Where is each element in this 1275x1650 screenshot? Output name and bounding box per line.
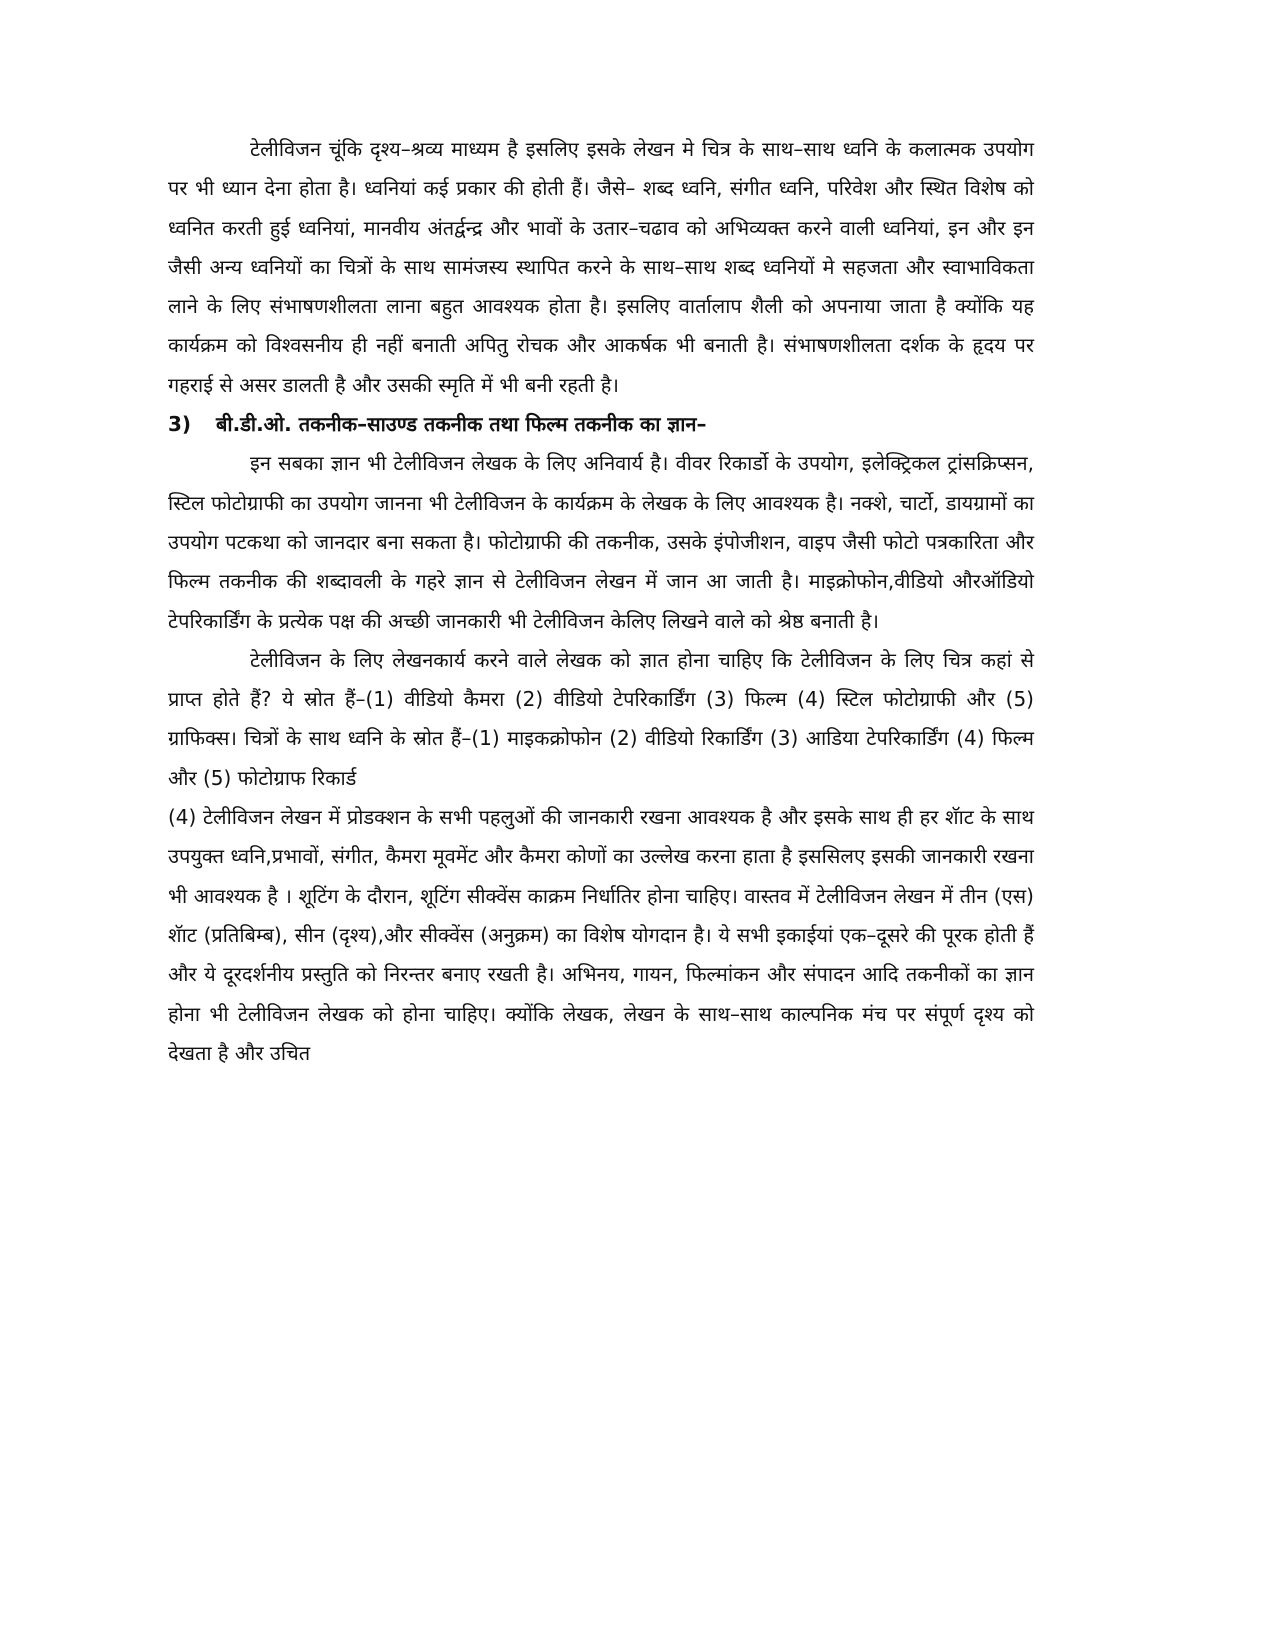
- paragraph-production-knowledge: (4) टेलीविजन लेखन में प्रोडक्शन के सभी पहलुओं की जानकारी रखना आवश्यक है और इसके साथ ही हर शॅाट के साथ उपयुक्त ध्वनि,प्रभावों, संगीत, कैमरा मूवमेंट और कैमरा कोणों का उल्लेख करना हाता है इससिलए इसकी जानकारी रखना भी आवश्यक है । शूटिंग के दौरान, शूटिंग सीक्वेंस काक्रम निर्धातिर होना चाहिए। वास्तव में टेलीविजन लेखन में तीन (एस) शॅाट (प्रतिबिम्ब), सीन (दृश्य),और सीक्वेंस (अनुक्रम) का विशेष योगदान है। ये सभी इकाईयां एक–दूसरे की पूरक होती हैं और ये दूरदर्शनीय प्रस्तुति को निरन्तर बनाए रखती है। अभिनय, गायन, फिल्मांकन और संपादन आदि तकनीकों का ज्ञान होना भी टेलीविजन लेखक को होना चाहिए। क्योंकि लेखक, लेखन के साथ–साथ काल्पनिक मंच पर संपूर्ण दृश्य को देखता है और उचित: [168, 805, 1034, 1065]
- paragraph-image-sources: टेलीविजन के लिए लेखनकार्य करने वाले लेखक को ज्ञात होना चाहिए कि टेलीविजन के लिए चित्र कहां से प्राप्त होते हैं? ये स्रोत हैं–(1) वीडियो कैमरा (2) वीडियो टेपरिकार्डिंग (3) फिल्म (4) स्टिल फोटोग्राफी और (5) ग्राफिक्स। चित्रों के साथ ध्वनि के स्रोत हैं–(1) माइकक्रोफोन (2) वीडियो रिकार्डिंग (3) आडिया टेपरिकार्डिंग (4) फिल्म और (5) फोटोग्राफ रिकार्ड: [168, 647, 1034, 790]
- paragraph-sound-in-tv-writing: टेलीविजन चूंकि दृश्य–श्रव्य माध्यम है इसलिए इसके लेखन मे चित्र के साथ–साथ ध्वनि के कलात्मक उपयोग पर भी ध्यान देना होता है। ध्वनियां कई प्रकार की होती हैं। जैसे– शब्द ध्वनि, संगीत ध्वनि, परिवेश और स्थित विशेष को ध्वनित करती हुई ध्वनियां, मानवीय अंतर्द्वन्द्र और भावों के उतार–चढाव को अभिव्यक्त करने वाली ध्वनियां, इन और इन जैसी अन्य ध्वनियों का चित्रों के साथ सामंजस्य स्थापित करने के साथ–साथ शब्द ध्वनियों मे सहजता और स्वाभाविकता लाने के लिए संभाषणशीलता लाना बहुत आवश्यक होता है। इसलिए वार्तालाप शैली को अपनाया जाता है क्योंकि यह कार्यक्रम को विश्वसनीय ही नहीं बनाती अपितु रोचक और आकर्षक भी बनाती है। संभाषणशीलता दर्शक के हृदय पर गहराई से असर डालती है और उसकी स्मृति में भी बनी रहती है।: [168, 137, 1034, 397]
- paragraph-technical-knowledge: इन सबका ज्ञान भी टेलीविजन लेखक के लिए अनिवार्य है। वीवर रिकार्डो के उपयोग, इलेक्ट्रिकल ट्रांसक्रिप्सन, स्टिल फोटोग्राफी का उपयोग जानना भी टेलीविजन के कार्यक्रम के लेखक के लिए आवश्यक है। नक्शे, चार्टो, डायग्रामों का उपयोग पटकथा को जानदार बना सकता है। फोटोग्राफी की तकनीक, उसके इंपोजीशन, वाइप जैसी फोटो पत्रकारिता और फिल्म तकनीक की शब्दावली के गहरे ज्ञान से टेलीविजन लेखन में जान आ जाती है। माइक्रोफोन,वीडियो औरऑडियो टेपरिकार्डिंग के प्रत्येक पक्ष की अच्छी जानकारी भी टेलीविजन केलिए लिखने वाले को श्रेष्ठ बनाती है।: [168, 451, 1034, 633]
- section-heading: [168, 405, 1034, 444]
- section-number: 3): [168, 412, 192, 437]
- section-title: बी.डी.ओ. तकनीक–साउण्ड तकनीक तथा फिल्म तकनीक का ज्ञान–: [216, 412, 707, 437]
- document-page: [168, 130, 1034, 1073]
